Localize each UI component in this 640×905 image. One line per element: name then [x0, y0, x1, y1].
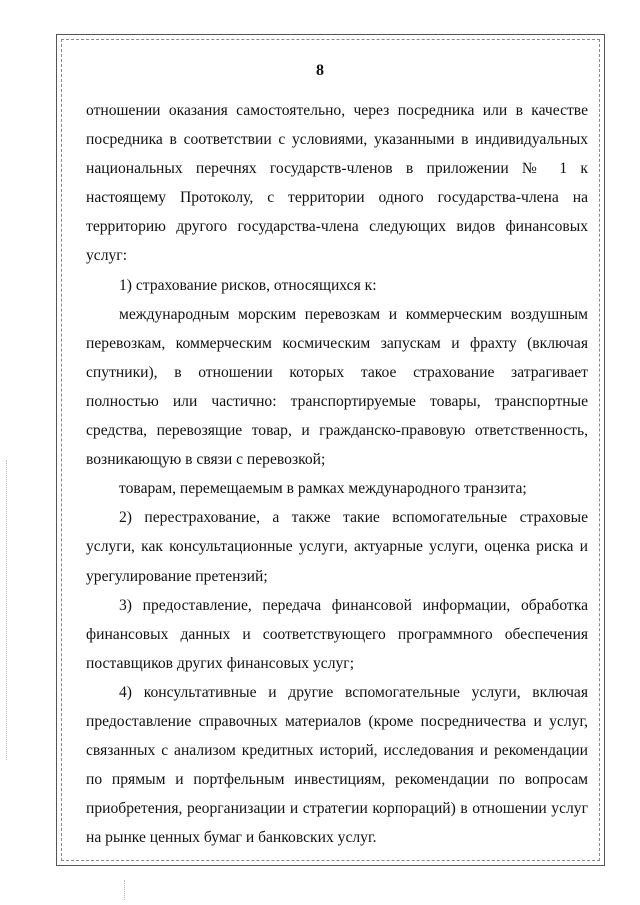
- paragraph-item-1-transport: международным морским перевозкам и коммерческим воздушным перевозкам, коммерческим космическим запускам и фрахту (включая спутники), в отношении которых такое страхование затрагивает полностью или частично: транспортируемые товары, транспортные средства, перевозящие товар, и гражданско-правовую ответственность, возникающую в связи с перевозкой;: [86, 305, 588, 469]
- paragraph-item-4: 4) консультативные и другие вспомогательные услуги, включая предоставление справочных материалов (кроме посредничества и услуг, связанных с анализом кредитных историй, исследования и рекомендации по прямым и портфельным инвестициям, рекомендации по вопросам приобретения, реорганизации и стратегии корпораций) в отношении услуг на рынке ценных бумаг и банковских услуг.: [86, 683, 588, 847]
- paragraph-intro: отношении оказания самостоятельно, через посредника или в качестве посредника в соответствии с условиями, указанными в индивидуальных национальных перечнях государств-членов в приложении № 1 к настоящему Протоколу, с территории одного государства-члена на территорию другого государства-члена следующих видов финансовых услуг:: [86, 102, 588, 265]
- page-number: 8: [316, 62, 324, 79]
- document-body: [86, 96, 588, 852]
- paragraph-item-3: 3) предоставление, передача финансовой информации, обработка финансовых данных и соответствующего программного обеспечения поставщиков других финансовых услуг;: [86, 596, 588, 672]
- scan-bottom-mark: [124, 880, 127, 900]
- paragraph-item-1-transit: товарам, перемещаемым в рамках международного транзита;: [119, 480, 527, 498]
- scan-margin-mark: [6, 460, 13, 760]
- paragraph-item-2: 2) перестрахование, а также такие вспомогательные страховые услуги, как консультационные услуги, актуарные услуги, оценка риска и урегулирование претензий;: [86, 509, 588, 585]
- paragraph-item-1: 1) страхование рисков, относящихся к:: [119, 276, 377, 294]
